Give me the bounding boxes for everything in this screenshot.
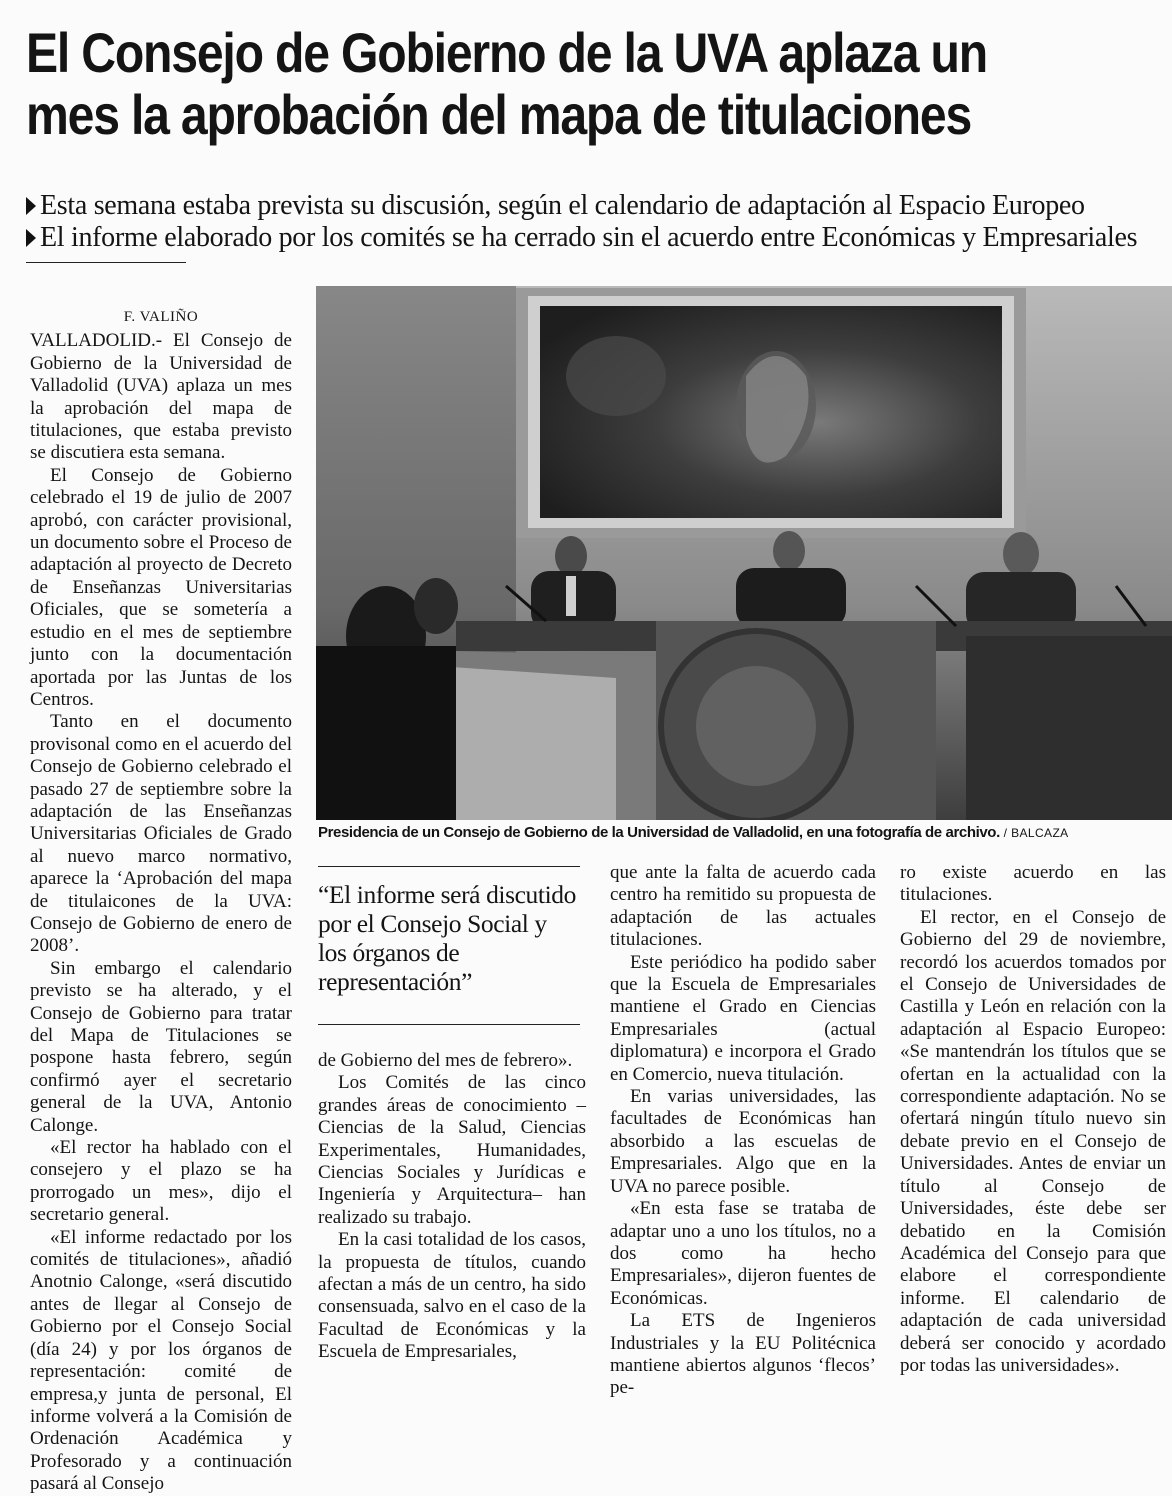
paragraph: Los Comités de las cinco grandes áreas de conocimiento –Ciencias de la Salud, Ciencias Experimentales, Humanidades, Ciencias Sociales y Jurídicas e Ingeniería y Arquitectura– han realizado su trabajo.: [318, 1072, 586, 1228]
paragraph: «El informe redactado por los comités de titulaciones», añadió Anotnio Calonge, «será discutido antes de llegar al Consejo de Gobierno por el Consejo Social (día 24) y por los órganos de representación: comité de empresa,y junta de personal, El informe volverá a la Comisión de Ordenación Académica y Profesorado y a continuación pasará al Consejo: [30, 1226, 292, 1495]
subhead-1-text: Esta semana estaba prevista su discusión, según el calendario de adaptación al Espacio Europeo: [40, 190, 1085, 221]
pullquote-rule-bottom: [318, 1024, 580, 1025]
pull-quote: “El informe será discutido por el Consejo Social y los órganos de representación”: [318, 880, 576, 996]
triangle-bullet-icon: [26, 197, 36, 215]
headline-line-1: El Consejo de Gobierno de la UVA aplaza un: [26, 21, 987, 84]
paragraph: ro existe acuerdo en las titulaciones.: [900, 862, 1166, 906]
headline: [26, 22, 998, 146]
paragraph: «El rector ha hablado con el consejero y el plazo se ha prorrogado un mes», dijo el secretario general.: [30, 1137, 292, 1226]
pullquote-rule-top: [318, 866, 580, 867]
column-4: [900, 862, 1166, 1377]
paragraph: que ante la falta de acuerdo cada centro ha remitido su propuesta de adaptación de las actuales titulaciones.: [610, 862, 876, 951]
column-1: [30, 306, 292, 1496]
subhead-divider: [26, 262, 186, 263]
paragraph: La ETS de Ingenieros Industriales y la EU Politécnica mantiene abiertos algunos ‘flecos’ pe-: [610, 1310, 876, 1399]
paragraph: «En esta fase se trataba de adaptar uno a uno los títulos, no a dos como ha hecho Empresariales», dijeron fuentes de Económicas.: [610, 1198, 876, 1309]
subhead-1: [26, 190, 1166, 222]
headline-line-2: mes la aprobación del mapa de titulaciones: [26, 83, 972, 146]
photo-credit: / BALCAZA: [1003, 826, 1069, 840]
paragraph: El Consejo de Gobierno celebrado el 19 de julio de 2007 aprobó, con carácter provisional, un documento sobre el Proceso de adaptación al proyecto de Decreto de Enseñanzas Universitarias Oficiales, que se sometería a estudio en el mes de septiembre junto con la documentación aportada por las Juntas de los Centros.: [30, 464, 292, 710]
paragraph: de Gobierno del mes de febrero».: [318, 1050, 573, 1071]
paragraph: VALLADOLID.- El Consejo de Gobierno de la Universidad de Valladolid (UVA) aplaza un mes la aprobación del mapa de titulaciones, que estaba previsto se discutiera esta semana.: [30, 330, 292, 464]
paragraph: Este periódico ha podido saber que la Escuela de Empresariales mantiene el Grado en Ciencias Empresariales (actual diplomatura) e incorpora el Grado en Comercio, nueva titulación.: [610, 951, 876, 1085]
paragraph: El rector, en el Consejo de Gobierno del 29 de noviembre, recordó los acuerdos tomados por el Consejo de Universidades de Castilla y León en relación con la adaptación al Espacio Europeo: «Se mantendrán los títulos que se ofertan en la actualidad con la correspondiente adaptación. No se ofertará ningún título nuevo sin debate previo en el Consejo de Universidades. Antes de enviar un título al Consejo de Universidades, éste debe ser debatido en la Comisión Académica del Consejo para que elabore el correspondiente informe. El calendario de adaptación de cada universidad deberá ser conocido y acordado por todas las universidades».: [900, 906, 1166, 1376]
paragraph: En la casi totalidad de los casos, la propuesta de títulos, cuando afectan a más de un centro, ha sido consensuada, salvo en el caso de la Facultad de Económicas y la Escuela de Empresariales,: [318, 1229, 586, 1363]
column-2: [318, 1050, 586, 1364]
paragraph: En varias universidades, las facultades de Económicas han absorbido a las escuelas de Empresariales. Algo que en la UVA no parece posible.: [610, 1086, 876, 1197]
article-photo: [316, 286, 1172, 820]
photo-caption: [318, 824, 1168, 842]
meeting-photo-image: [316, 286, 1172, 820]
subhead-2: [26, 222, 1166, 254]
caption-text: Presidencia de un Consejo de Gobierno de la Universidad de Valladolid, en una fotografía de archivo.: [318, 824, 1000, 841]
paragraph: Sin embargo el calendario previsto se ha alterado, y el Consejo de Gobierno para tratar del Mapa de Titulaciones se pospone hasta febrero, según confirmó ayer el secretario general de la UVA, Antonio Calonge.: [30, 957, 292, 1136]
triangle-bullet-icon: [26, 229, 36, 247]
byline: F. VALIÑO: [123, 309, 199, 325]
subheads: [26, 190, 1166, 254]
paragraph: Tanto en el documento provisonal como en el acuerdo del Consejo de Gobierno celebrado el pasado 27 de septiembre sobre la adaptación de las Enseñanzas Universitarias Oficiales de Grado al nuevo marco normativo, aparece la ‘Aprobación del mapa de titulaicones de la UVA: Consejo de Gobierno de enero de 2008’.: [30, 711, 292, 957]
subhead-2-text: El informe elaborado por los comités se ha cerrado sin el acuerdo entre Económicas y Empresariales: [40, 222, 1138, 253]
column-3: [610, 862, 876, 1400]
